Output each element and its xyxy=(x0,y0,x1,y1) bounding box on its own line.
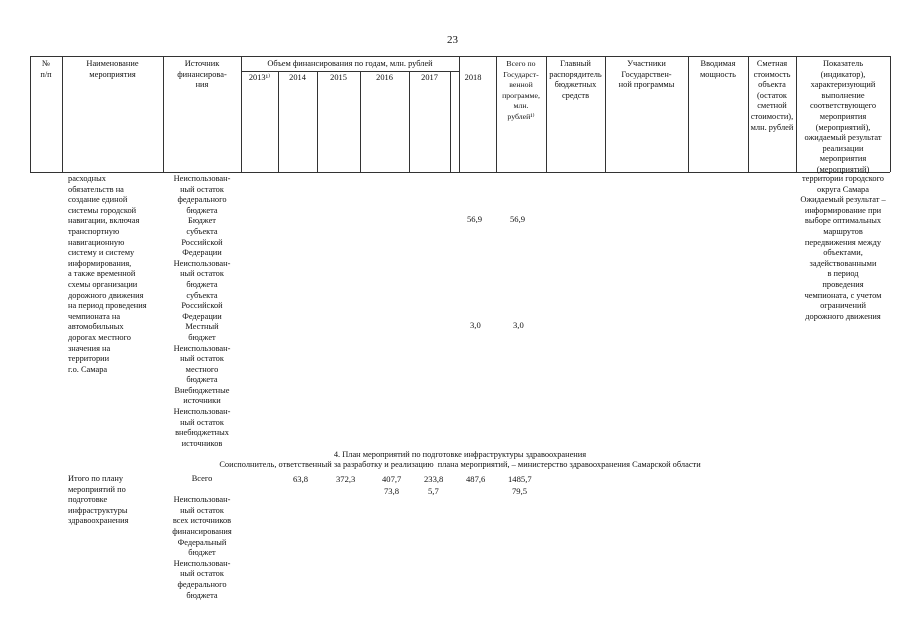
indicator-text: территории городского округа Самара Ожидаемый результат – информирование при выборе оптимальных маршрутов передвижения между объектами, задействованными в период проведения чемпионата, с учетом ограничений дорожного движения xyxy=(800,174,886,321)
event-name: расходных обязательств на создание единой системы городской навигации, включая транспортную навигационную систему и систему информирования, а также временной схемы организации дорожного движения на период проведения чемпионата на автомобильных дорогах местного значения на территории г.о. Самара xyxy=(68,174,147,374)
summary-sources: Всего Неиспользован- ный остаток всех источников финансирования Федеральный бюджет Неиспользован- ный остаток федерального бюджета xyxy=(172,474,232,600)
header-cost: Сметная стоимость объекта (остаток сметной стоимости), млн. рублей xyxy=(750,59,794,132)
header-indicator: Показатель (индикатор), характеризующий выполнение соответствующего мероприятия (мероприятий), ожидаемый результат реализации мероприятия (мероприятий) xyxy=(804,59,882,174)
page-number: 23 xyxy=(447,34,458,46)
header-year-2016: 2016 xyxy=(376,73,393,82)
total-2017: 233,8 xyxy=(424,474,444,484)
total-2016: 407,7 xyxy=(382,474,402,484)
header-participants: Участники Государствен- ной программы xyxy=(618,59,675,90)
section-title: 4. План мероприятий по подготовке инфраструктуры здравоохранения xyxy=(333,450,587,459)
local-total-value: 3,0 xyxy=(513,320,524,330)
summary-name: Итого по плану мероприятий по подготовке инфраструктуры здравоохранения xyxy=(68,474,129,526)
funding-sources: Неиспользован- ный остаток федерального бюджета Бюджет субъекта Российской Федерации Неиспользован- ный остаток бюджета субъекта Российской Федерации Местный бюджет Неиспользован- ный остаток местного бюджета Внебюджетные источники Неиспользован- ный остаток внебюджетных источников xyxy=(173,174,231,448)
header-name: Наименование мероприятия xyxy=(86,59,139,79)
section-subtitle: Соисполнитель, ответственный за разработку и реализацию плана мероприятий, – министерство здравоохранения Самарской области xyxy=(219,460,701,469)
header-year-2017: 2017 xyxy=(421,73,438,82)
header-total: Всего по Государст- венной программе, млн. рублей¹⁾ xyxy=(502,59,540,121)
header-source: Источник финансирова- ния xyxy=(177,59,227,90)
header-capacity: Вводимая мощность xyxy=(699,59,736,79)
total-2014: 63,8 xyxy=(293,474,309,484)
header-year-2013: 2013¹⁾ xyxy=(248,73,271,82)
regional-total-value: 56,9 xyxy=(510,214,526,224)
regional-2018-value: 56,9 xyxy=(467,214,483,224)
header-volume: Объем финансирования по годам, млн. рублей xyxy=(267,59,433,68)
local-2018-value: 3,0 xyxy=(470,320,481,330)
header-year-2015: 2015 xyxy=(330,73,347,82)
unused-2016: 73,8 xyxy=(384,486,400,496)
header-manager: Главный распорядитель бюджетных средств xyxy=(549,59,602,100)
header-num: № п/п xyxy=(40,59,52,79)
unused-total: 79,5 xyxy=(512,486,528,496)
header-year-2014: 2014 xyxy=(289,73,306,82)
total-all: 1485,7 xyxy=(508,474,532,484)
total-2015: 372,3 xyxy=(336,474,356,484)
unused-2017: 5,7 xyxy=(428,486,439,496)
header-year-2018: 2018 xyxy=(464,73,482,82)
total-2018: 487,6 xyxy=(466,474,486,484)
